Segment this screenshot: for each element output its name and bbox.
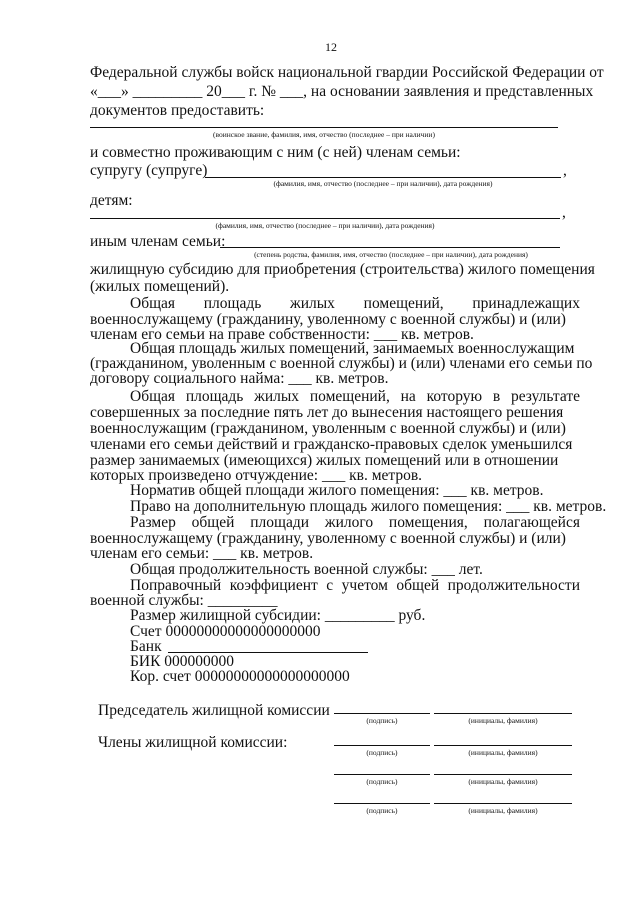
- word: Общая: [130, 295, 176, 312]
- others-line: [220, 247, 560, 248]
- text-line: жилищную субсидию для приобретения (строительства) жилого помещения: [90, 261, 595, 278]
- spouse-label: супругу (супруге): [90, 162, 208, 179]
- text-line: «___» _________ 20___ г. № ___, на основании заявления и представленных: [90, 83, 594, 100]
- corr-account: Кор. счет 00000000000000000000: [130, 668, 350, 685]
- word: площадь: [185, 388, 244, 405]
- word: учетом: [341, 577, 388, 594]
- signature-line: [334, 774, 430, 775]
- members-label: Члены жилищной комиссии:: [98, 734, 288, 751]
- children-line: [90, 218, 560, 219]
- children-label: детям:: [90, 192, 133, 209]
- word: полагающейся: [483, 514, 580, 531]
- word: в: [492, 388, 501, 405]
- word: общей: [396, 577, 440, 594]
- name-line: [434, 745, 572, 746]
- text-line: договору социального найма: ___ кв. метров.: [90, 370, 389, 387]
- signature-line: [334, 803, 430, 804]
- text-line: военной службы: _________: [90, 592, 278, 609]
- word: помещения,: [388, 514, 468, 531]
- word: Размер: [130, 514, 176, 531]
- rank-name-line: [90, 127, 558, 128]
- name-caption: (инициалы, фамилия): [468, 748, 538, 757]
- text-line: документов предоставить:: [90, 102, 265, 119]
- text-line: Общая площадь жилых помещений, занимаемых военнослужащим: [130, 340, 575, 357]
- word: продолжительности: [447, 577, 580, 594]
- word: помещений,: [309, 388, 390, 405]
- text-line: и совместно проживающим с ним (с ней) членам семьи:: [90, 144, 461, 161]
- name-line: [434, 803, 572, 804]
- text-line: Размер жилищной субсидии: _________ руб.: [130, 607, 426, 624]
- comma: ,: [562, 204, 566, 221]
- word: помещений,: [363, 295, 444, 312]
- word: принадлежащих: [472, 295, 580, 312]
- text-line: членами его семьи действий и гражданско-правовых сделок уменьшился: [90, 436, 573, 453]
- account-number: Счет 00000000000000000000: [130, 623, 321, 640]
- word: Поправочный: [130, 577, 222, 594]
- word: которую: [426, 388, 483, 405]
- word: коэффициент: [229, 577, 318, 594]
- name-caption: (инициалы, фамилия): [468, 806, 538, 815]
- word: результате: [510, 388, 580, 405]
- word: на: [400, 388, 416, 405]
- signature-caption: (подпись): [366, 777, 398, 786]
- text-line: членам его семьи: ___ кв. метров.: [90, 545, 314, 562]
- signature-caption: (подпись): [366, 748, 398, 757]
- text-line: Право на дополнительную площадь жилого помещения: ___ кв. метров.: [130, 498, 607, 515]
- text-line: совершенных за последние пять лет до вынесения настоящего решения: [90, 404, 564, 421]
- signature-line: [334, 713, 430, 714]
- text-line: которых произведено отчуждение: ___ кв. метров.: [90, 467, 423, 484]
- name-line: [434, 713, 572, 714]
- text-line: Норматив общей площади жилого помещения: ___ кв. метров.: [130, 482, 544, 499]
- text-line: (гражданином, уволенным с военной службы) и (или) членами его семьи по: [90, 355, 593, 372]
- children-caption: (фамилия, имя, отчество (последнее – при наличии), дата рождения): [215, 221, 435, 230]
- spouse-caption: (фамилия, имя, отчество (последнее – при наличии), дата рождения): [273, 179, 493, 188]
- word: жилых: [290, 295, 335, 312]
- word: Общая: [130, 388, 176, 405]
- word: площади: [250, 514, 310, 531]
- text-line: военнослужащим (гражданином, уволенным с военной службы) и (или): [90, 420, 566, 437]
- others-label: иным членам семьи:: [90, 233, 226, 250]
- bank-label: Банк: [130, 638, 162, 655]
- name-line: [434, 774, 572, 775]
- word: площадь: [203, 295, 262, 312]
- signature-caption: (подпись): [366, 716, 398, 725]
- bik: БИК 000000000: [130, 653, 235, 670]
- text-line: Федеральной службы войск национальной гвардии Российской Федерации от: [90, 64, 604, 81]
- text-line: военнослужащему (гражданину, уволенному с военной службы) и (или): [90, 311, 566, 328]
- text-line: Общая продолжительность военной службы: ___ лет.: [130, 561, 483, 578]
- name-caption: (инициалы, фамилия): [468, 777, 538, 786]
- others-caption: (степень родства, фамилия, имя, отчество (последнее – при наличии), дата рождения): [254, 250, 528, 259]
- word: жилого: [324, 514, 374, 531]
- word: жилых: [254, 388, 300, 405]
- signature-caption: (подпись): [366, 806, 398, 815]
- comma: ,: [563, 162, 567, 179]
- signature-line: [334, 745, 430, 746]
- word: общей: [191, 514, 235, 531]
- rank-name-caption: (воинское звание, фамилия, имя, отчество (последнее – при наличии): [213, 130, 435, 139]
- word: с: [326, 577, 334, 594]
- chair-label: Председатель жилищной комиссии: [98, 702, 330, 719]
- text-line: военнослужащему (гражданину, уволенному с военной службы) и (или): [90, 530, 566, 547]
- page-number: 12: [325, 40, 337, 54]
- text-line: (жилых помещений).: [90, 278, 230, 295]
- text-line: размер занимаемых (имеющихся) жилых помещений или в отношении: [90, 452, 559, 469]
- spouse-line: [205, 177, 561, 178]
- name-caption: (инициалы, фамилия): [468, 716, 538, 725]
- text-line: членам его семьи на праве собственности: ___ кв. метров.: [90, 326, 474, 343]
